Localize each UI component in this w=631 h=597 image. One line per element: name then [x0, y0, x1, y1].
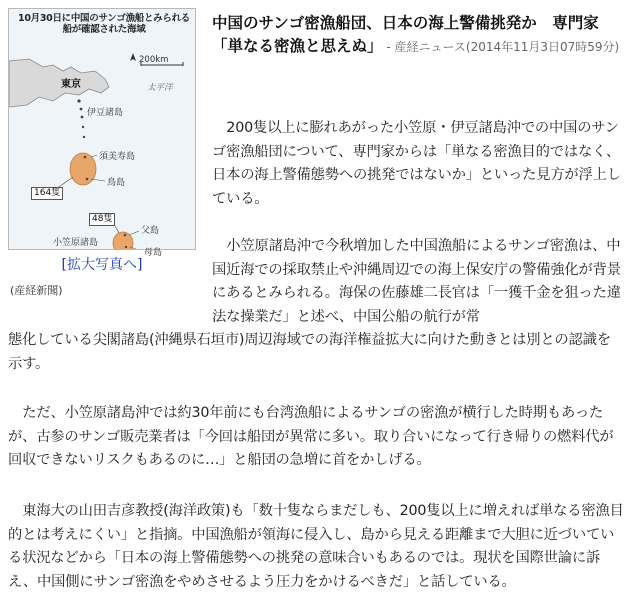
hahajima-dot	[125, 246, 127, 248]
source-label: - 産経ニュース	[382, 40, 466, 54]
izu-island-dot	[81, 116, 84, 119]
izu-island-dot	[82, 126, 84, 128]
leader-line	[91, 155, 97, 157]
mainland-shape	[9, 59, 109, 107]
chichijima-dot	[124, 234, 127, 237]
leader-line	[91, 179, 105, 181]
area-map	[8, 8, 196, 250]
label-torishima: 鳥島	[107, 178, 126, 188]
publish-date: (2014年11月3日07時59分)	[465, 40, 620, 54]
label-chichijima: 父島	[141, 226, 160, 236]
article-paragraph-3: ただ、小笠原諸島沖では約30年前にも台湾漁船によるサンゴの密漁が横行した時期もあったが、古参のサンゴ販売業者は「今回は船団が異常に多い。取り合いになって行き帰りの燃料代が回収できないリスクもあるのに…」と船団の急増に首をかしげる。	[8, 405, 614, 468]
article-headline-block	[212, 12, 622, 59]
label-hahajima: 母島	[144, 248, 163, 258]
leader-line	[129, 231, 139, 235]
label-pacific: 太平洋	[147, 83, 173, 93]
count-south: 48隻	[89, 213, 115, 226]
headline-text: 中国のサンゴ密漁船団、日本の海上警備挑発か 専門家「単なる密漁と思えぬ」	[212, 14, 599, 55]
label-izu: 伊豆諸島	[87, 108, 124, 118]
photo-credit: (産経新聞)	[10, 284, 63, 297]
article-paragraph-4: 東海大の山田吉彦教授(海洋政策)も「数十隻ならまだしも、200隻以上に増えれば単なる密漁目的とは考えにくい」と指摘。中国漁船が領海に侵入し、島から見える距離まで大胆に近づいている状況などから「日本の海上警備態勢への挑発の意味合いもあるのでは。現状を国際世論に訴え、中国側にサンゴ密漁をやめさせるよう圧力をかけるべきだ」と話している。	[8, 503, 624, 590]
label-tokyo: 東京	[61, 79, 81, 90]
label-sumisu: 須美寿島	[99, 152, 136, 162]
sumisu-dot	[84, 156, 87, 159]
izu-island-dot	[83, 136, 85, 138]
north-arrow-icon	[130, 53, 136, 61]
article-paragraph-2: 小笠原諸島沖で今秋増加した中国漁船によるサンゴ密漁は、中国近海での採取禁止や沖縄周辺での海上保安庁の警備強化が背景にあるとみられる。海保の佐藤雄二長官は「一獲千金を狙った違法な操業だ」と述べ、中国公船の航行が常	[212, 238, 621, 325]
izu-island-dot	[77, 99, 80, 102]
article-figure	[8, 8, 196, 298]
scale-label: 200km	[139, 55, 169, 65]
label-ogasawara: 小笠原諸島	[53, 238, 99, 248]
zone-north	[70, 153, 96, 185]
izu-island-dot	[80, 108, 83, 111]
torishima-dot	[86, 178, 89, 181]
count-north: 164隻	[31, 187, 63, 200]
article-paragraph-1: 200隻以上に膨れあがった小笠原・伊豆諸島沖での中国のサンゴ密漁船団について、専門家からは「単なる密漁目的ではなく、日本の海上警備態勢への挑発ではないか」といった見方が浮上している。	[212, 120, 621, 207]
expand-photo-link[interactable]: [拡大写真へ]	[61, 257, 143, 273]
map-title: 10月30日に中国のサンゴ漁船とみられる船が確認された海域	[18, 13, 190, 35]
article-paragraph-2-continued: 態化している尖閣諸島(沖縄県石垣市)周辺海域での海洋権益拡大に向けた動きとは別との認識を示す。	[8, 332, 611, 372]
